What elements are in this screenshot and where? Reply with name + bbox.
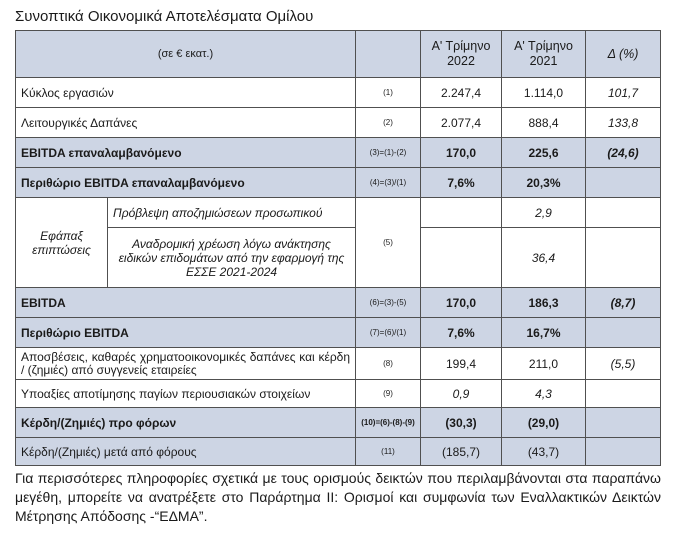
row-formula: (6)=(3)-(5) (356, 288, 421, 318)
row-label: Αποσβέσεις, καθαρές χρηματοοικονομικές δαπάνες και κέρδη / (ζημιές) από συγγενείς εταιρείες (16, 348, 356, 380)
value-q1-2022: 7,6% (421, 318, 502, 348)
table-row-one-off-retroactive-charge (16, 228, 661, 288)
row-formula: (2) (356, 108, 421, 138)
value-change-pct-empty (586, 228, 661, 288)
table-row-impairments (16, 380, 661, 408)
value-change-pct: (5,5) (586, 348, 661, 380)
one-off-item-label: Αναδρομική χρέωση λόγω ανάκτησης ειδικών επιδομάτων από την εφαρμογή της ΕΣΣΕ 2021-2024 (108, 228, 356, 288)
value-q1-2021: (43,7) (502, 438, 586, 466)
q1-2022-header (421, 31, 502, 78)
value-q1-2022: 170,0 (421, 288, 502, 318)
value-q1-2022: 2.247,4 (421, 78, 502, 108)
value-q1-2021: 1.114,0 (502, 78, 586, 108)
table-row-recurring-ebitda-margin (16, 168, 661, 198)
value-q1-2021: 186,3 (502, 288, 586, 318)
value-q1-2022: 7,6% (421, 168, 502, 198)
value-change-pct: 133,8 (586, 108, 661, 138)
value-q1-2022-empty (421, 228, 502, 288)
value-q1-2021: (29,0) (502, 408, 586, 438)
row-formula: (1) (356, 78, 421, 108)
value-q1-2022: 2.077,4 (421, 108, 502, 138)
row-formula: (7)=(6)/(1) (356, 318, 421, 348)
row-label: Περιθώριο EBITDA επαναλαμβανόμενο (16, 168, 356, 198)
row-label: EBITDA (16, 288, 356, 318)
footnote-paragraph: Για περισσότερες πληροφορίες σχετικά με τους ορισμούς δεικτών που περιλαμβάνονται στα παραπάνω μεγέθη, μπορείτε να ανατρέξετε στο Παράρτημα ΙΙ: Ορισμοί και συμφωνία των Εναλλακτικών Δεικτών Μέτρησης Απόδοσης -“ΕΔΜΑ”. (15, 470, 661, 524)
row-formula: (10)=(6)-(8)-(9) (356, 408, 421, 438)
q1-2021-header (502, 31, 586, 78)
value-change-pct-empty (586, 408, 661, 438)
row-label: Λειτουργικές Δαπάνες (16, 108, 356, 138)
value-change-pct: 101,7 (586, 78, 661, 108)
value-q1-2021: 211,0 (502, 348, 586, 380)
table-row-ebitda (16, 288, 661, 318)
q1-2021-header-line1: Α' Τρίμηνο (514, 39, 573, 53)
value-q1-2022: (30,3) (421, 408, 502, 438)
change-pct-header: Δ (%) (586, 31, 661, 78)
row-label: Κέρδη/(Ζημιές) προ φόρων (16, 408, 356, 438)
financial-results-table (15, 30, 661, 466)
table-row-ebitda-margin (16, 318, 661, 348)
table-row-operating-expenses (16, 108, 661, 138)
table-row-revenue (16, 78, 661, 108)
value-q1-2022-empty (421, 198, 502, 228)
document-title: Συνοπτικά Οικονομικά Αποτελέσματα Ομίλου (15, 8, 314, 25)
value-q1-2022: 0,9 (421, 380, 502, 408)
row-label: Κύκλος εργασιών (16, 78, 356, 108)
value-q1-2021: 4,3 (502, 380, 586, 408)
table-row-profit-before-tax (16, 408, 661, 438)
q1-2021-header-line2: 2021 (529, 54, 558, 68)
q1-2022-header-line2: 2022 (447, 54, 475, 68)
one-off-effects-label: Εφάπαξ επιπτώσεις (16, 198, 108, 288)
one-off-item-label: Πρόβλεψη αποζημιώσεων προσωπικού (108, 198, 356, 228)
q1-2022-header-line1: Α' Τρίμηνο (431, 39, 491, 53)
formula-header (356, 31, 421, 78)
value-q1-2022: (185,7) (421, 438, 502, 466)
value-q1-2021: 16,7% (502, 318, 586, 348)
value-change-pct: (24,6) (586, 138, 661, 168)
row-formula: (9) (356, 380, 421, 408)
value-change-pct-empty (586, 318, 661, 348)
value-q1-2021: 888,4 (502, 108, 586, 138)
row-formula: (4)=(3)/(1) (356, 168, 421, 198)
value-q1-2021: 225,6 (502, 138, 586, 168)
table-row-profit-after-tax (16, 438, 661, 466)
value-q1-2022: 170,0 (421, 138, 502, 168)
value-q1-2022: 199,4 (421, 348, 502, 380)
table-header-row (16, 31, 661, 78)
value-change-pct: (8,7) (586, 288, 661, 318)
value-change-pct-empty (586, 380, 661, 408)
row-label: EBITDA επαναλαμβανόμενο (16, 138, 356, 168)
unit-header: (σε € εκατ.) (16, 31, 356, 78)
row-formula: (3)=(1)-(2) (356, 138, 421, 168)
row-formula: (11) (356, 438, 421, 466)
value-change-pct-empty (586, 438, 661, 466)
value-change-pct-empty (586, 198, 661, 228)
value-change-pct-empty (586, 168, 661, 198)
value-q1-2021: 2,9 (502, 198, 586, 228)
row-formula: (8) (356, 348, 421, 380)
table-row-depreciation-finance (16, 348, 661, 380)
one-off-formula: (5) (356, 198, 421, 288)
table-row-recurring-ebitda (16, 138, 661, 168)
table-row-one-off-provision (16, 198, 661, 228)
value-q1-2021: 36,4 (502, 228, 586, 288)
row-label: Υποαξίες αποτίμησης παγίων περιουσιακών στοιχείων (16, 380, 356, 408)
row-label: Κέρδη/(Ζημιές) μετά από φόρους (16, 438, 356, 466)
value-q1-2021: 20,3% (502, 168, 586, 198)
row-label: Περιθώριο EBITDA (16, 318, 356, 348)
